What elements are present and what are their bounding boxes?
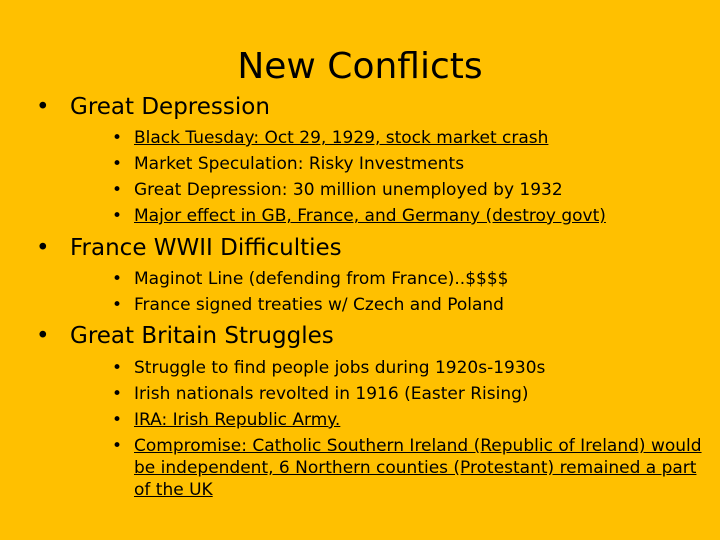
list-item: [112, 433, 712, 501]
slide-title: New Conflicts: [237, 46, 483, 87]
bullet-icon: •: [112, 154, 123, 174]
bullet-icon: •: [112, 410, 123, 430]
bullet-icon: •: [112, 206, 123, 226]
bullet-icon: •: [36, 323, 50, 349]
list-item: [112, 266, 712, 292]
bullet-icon: •: [36, 235, 50, 261]
bullet-icon: •: [112, 358, 123, 378]
list-item: [112, 125, 712, 151]
list-item-text: Black Tuesday: Oct 29, 1929, stock market crash: [134, 128, 549, 148]
list-item: [112, 203, 712, 229]
list-item-text: France signed treaties w/ Czech and Poland: [134, 295, 504, 315]
section-items-great-britain: [112, 355, 712, 501]
list-item-text: Irish nationals revolted in 1916 (Easter Rising): [134, 384, 529, 404]
list-item-text: IRA: Irish Republic Army.: [134, 410, 341, 430]
bullet-icon: •: [112, 384, 123, 404]
list-item-text: Maginot Line (defending from France)..$$$$: [134, 269, 509, 289]
section-items-france: [112, 266, 712, 318]
list-item-text: Struggle to find people jobs during 1920s-1930s: [134, 358, 546, 378]
list-item-text: Market Speculation: Risky Investments: [134, 154, 465, 174]
bullet-icon: •: [112, 128, 123, 148]
list-item: [112, 381, 712, 407]
list-item: [112, 355, 712, 381]
bullet-icon: •: [112, 269, 123, 289]
list-item: [112, 292, 712, 318]
list-item-text: Compromise: Catholic Southern Ireland (Republic of Ireland) would be independent, 6 Northern counties (Protestant) remained a part of the UK: [134, 436, 702, 500]
list-item-text: Great Depression: 30 million unemployed by 1932: [134, 180, 563, 200]
bullet-icon: •: [36, 94, 50, 120]
section-items-great-depression: [112, 125, 712, 229]
bullet-icon: •: [112, 295, 123, 315]
list-item-text: Major effect in GB, France, and Germany (destroy govt): [134, 206, 606, 226]
section-heading-text: Great Britain Struggles: [70, 323, 334, 349]
section-heading-text: France WWII Difficulties: [70, 235, 342, 261]
bullet-icon: •: [112, 436, 123, 456]
bullet-icon: •: [112, 180, 123, 200]
list-item: [112, 151, 712, 177]
list-item: [112, 407, 712, 433]
section-heading-text: Great Depression: [70, 94, 270, 120]
list-item: [112, 177, 712, 203]
